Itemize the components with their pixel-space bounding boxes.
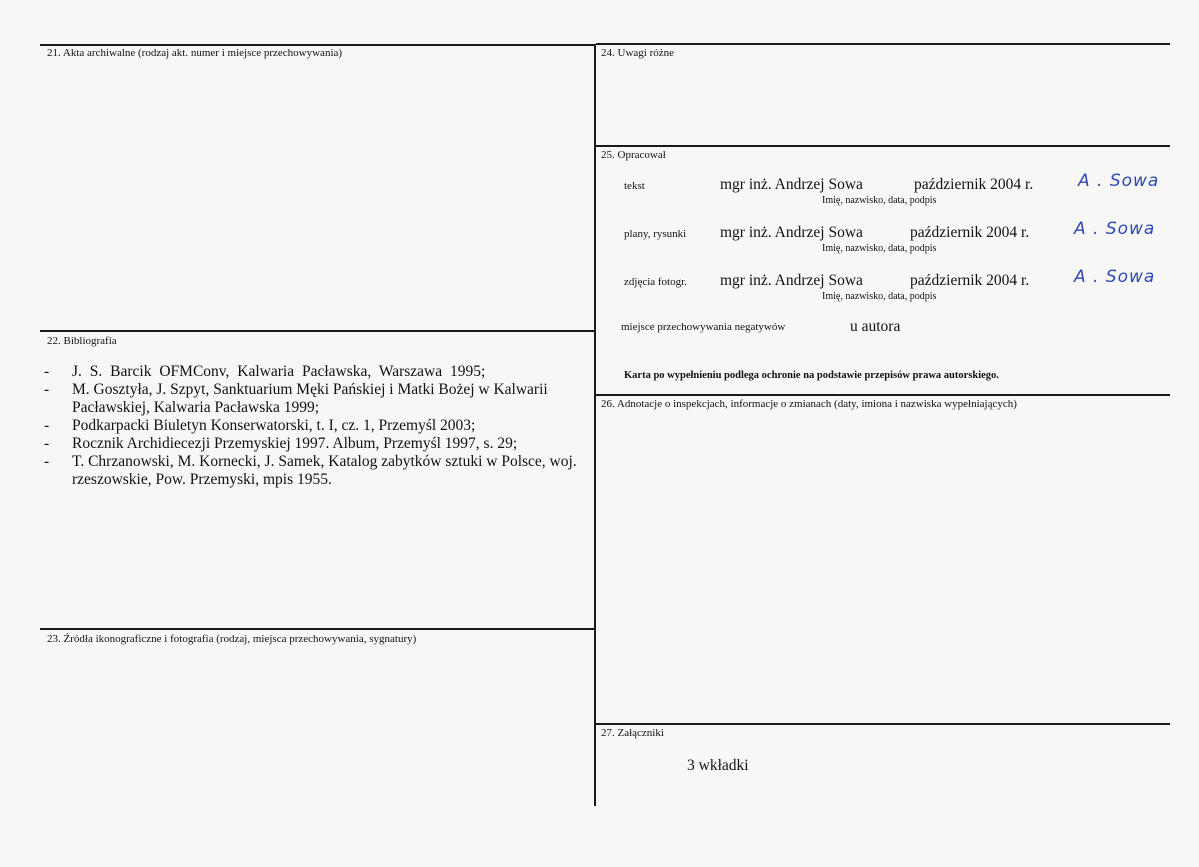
section-24-label: 24. Uwagi różne [601,47,675,59]
rule-22 [40,330,596,332]
section-22-label: 22. Bibliografia [47,335,117,347]
field-caption: Imię, nazwisko, data, podpis [822,195,937,206]
bibliography-item: - T. Chrzanowski, M. Kornecki, J. Samek, Katalog zabytków sztuki w Polsce, woj. rzeszowskie, Pow. Przemyski, mpis 1955. [44,453,577,488]
rule-25 [596,145,1170,147]
top-rule-right [596,43,1170,45]
rule-26 [596,394,1170,396]
copyright-note: Karta po wypełnieniu podlega ochronie na podstawie przepisów prawa autorskiego. [624,370,999,381]
center-divider [594,44,596,806]
rule-27 [596,723,1170,725]
signature-handwritten: A . Sowa [1074,267,1156,287]
field-caption: Imię, nazwisko, data, podpis [822,243,937,254]
bibliography-item: - M. Gosztyła, J. Szpyt, Sanktuarium Męki Pańskiej i Matki Bożej w Kalwarii Pacławskiej, Kalwaria Pacławska 1999; [44,381,548,416]
top-rule-left [40,44,596,46]
role-label: zdjęcia fotogr. [624,276,687,288]
signature-handwritten: A . Sowa [1078,171,1160,191]
prepared-date: październik 2004 r. [910,272,1030,289]
bibliography-list [44,363,592,489]
section-23-label: 23. Źródła ikonograficzne i fotografia (rodzaj, miejsca przechowywania, sygnatury) [47,633,417,645]
attachments-value: 3 wkładki [687,757,749,774]
author-name: mgr inż. Andrzej Sowa [720,176,863,193]
author-name: mgr inż. Andrzej Sowa [720,224,863,241]
rule-23 [40,628,596,630]
section-27-label: 27. Załączniki [601,727,664,739]
negatives-label: miejsce przechowywania negatywów [621,321,786,333]
prepared-date: październik 2004 r. [914,176,1034,193]
role-label: tekst [624,180,645,192]
negatives-value: u autora [850,318,901,335]
author-name: mgr inż. Andrzej Sowa [720,272,863,289]
section-25-label: 25. Opracował [601,149,666,161]
section-26-label: 26. Adnotacje o inspekcjach, informacje o zmianach (daty, imiona i nazwiska wypełniających) [601,398,1017,410]
signature-handwritten: A . Sowa [1074,219,1156,239]
bibliography-item: - Rocznik Archidiecezji Przemyskiej 1997. Album, Przemyśl 1997, s. 29; [44,435,518,452]
role-label: plany, rysunki [624,228,687,240]
prepared-date: październik 2004 r. [910,224,1030,241]
field-caption: Imię, nazwisko, data, podpis [822,291,937,302]
bibliography-item: - Podkarpacki Biuletyn Konserwatorski, t. I, cz. 1, Przemyśl 2003; [44,417,476,434]
bibliography-item: - J. S. Barcik OFMConv, Kalwaria Pacławska, Warszawa 1995; [44,363,486,380]
section-21-label: 21. Akta archiwalne (rodzaj akt. numer i miejsce przechowywania) [47,47,343,59]
